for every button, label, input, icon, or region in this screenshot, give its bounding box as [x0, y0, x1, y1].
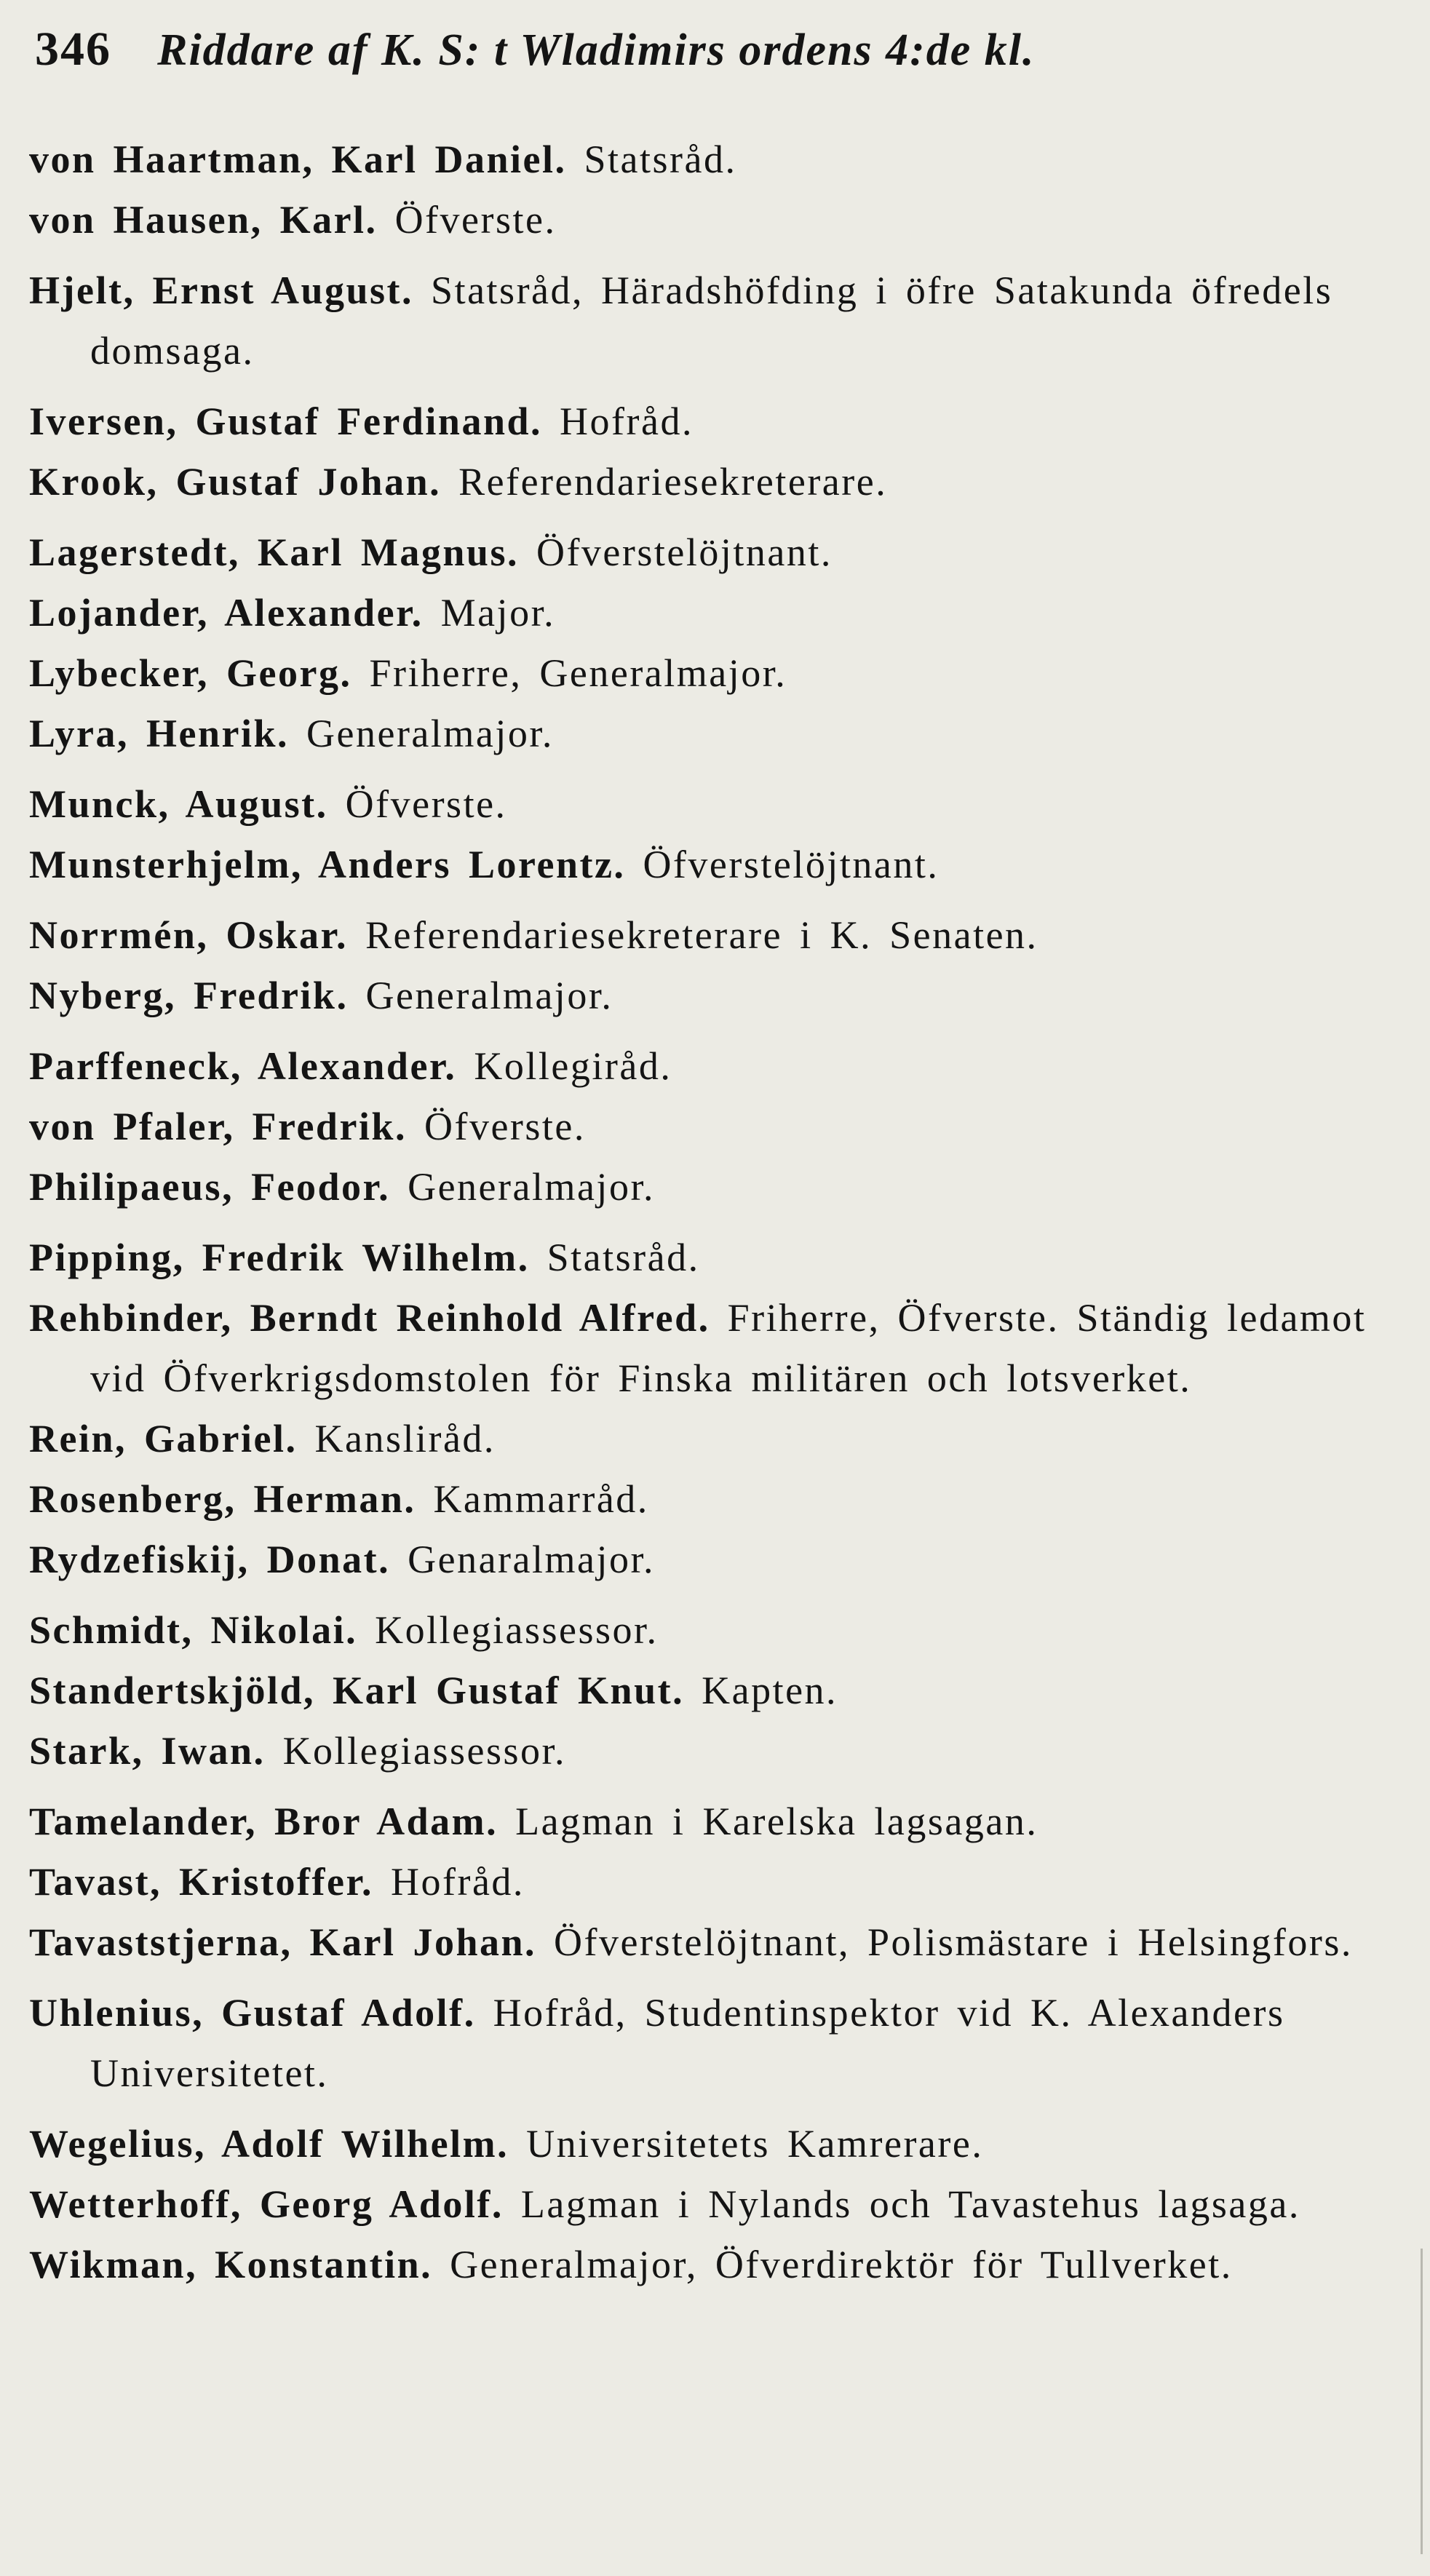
list-item	[29, 1469, 1408, 1530]
list-item	[29, 1852, 1408, 1912]
entry-name: Pipping, Fredrik Wilhelm.	[29, 1236, 530, 1279]
entry-name: von Haartman, Karl Daniel.	[29, 138, 567, 181]
entry-name: Schmidt, Nikolai.	[29, 1608, 358, 1652]
list-item	[29, 391, 1408, 452]
entry-rank: Friherre, Generalmajor.	[369, 651, 787, 695]
entry-rank: Statsråd.	[584, 138, 737, 181]
entry-name: Krook, Gustaf Johan.	[29, 460, 442, 504]
list-item	[29, 905, 1408, 966]
list-item	[29, 1157, 1408, 1217]
entry-name: Wetterhoff, Georg Adolf.	[29, 2182, 504, 2226]
entry-rank: Generalmajor, Öfverdirektör för Tullverket.	[450, 2243, 1233, 2286]
entry-rank: Öfverstelöjtnant.	[643, 843, 940, 886]
page-header	[35, 22, 1403, 102]
list-item	[29, 1097, 1408, 1157]
list-item	[29, 2174, 1408, 2235]
entry-rank: Referendariesekreterare.	[458, 460, 888, 504]
list-item	[29, 774, 1408, 835]
entry-name: Lyra, Henrik.	[29, 712, 290, 755]
entry-rank: Kollegiassessor.	[375, 1608, 659, 1652]
list-item	[29, 452, 1408, 512]
list-item	[29, 1983, 1408, 2104]
entry-rank: Genaralmajor.	[408, 1538, 655, 1581]
entry-rank: Generalmajor.	[408, 1165, 655, 1209]
list-item	[29, 1792, 1408, 1852]
list-item	[29, 2114, 1408, 2174]
entry-rank: Major.	[440, 591, 556, 635]
entry-list	[29, 130, 1408, 2295]
list-item	[29, 1409, 1408, 1469]
list-item	[29, 704, 1408, 764]
entry-rank: Hofråd.	[390, 1860, 525, 1904]
entry-name: Standertskjöld, Karl Gustaf Knut.	[29, 1669, 685, 1712]
entry-name: Tavast, Kristoffer.	[29, 1860, 373, 1904]
entry-rank: Öfverstelöjtnant, Polismästare i Helsingfors.	[554, 1920, 1353, 1964]
page-edge-line	[1421, 2249, 1423, 2554]
entry-name: Lybecker, Georg.	[29, 651, 352, 695]
list-item	[29, 1288, 1408, 1409]
list-item	[29, 583, 1408, 643]
list-item	[29, 2235, 1408, 2295]
list-item	[29, 522, 1408, 583]
list-item	[29, 966, 1408, 1026]
list-item	[29, 1036, 1408, 1097]
running-title: Riddare af K. S: t Wladimirs ordens 4:de kl.	[157, 25, 1036, 75]
list-item	[29, 190, 1408, 250]
entry-rank: Kansliråd.	[314, 1417, 496, 1460]
list-item	[29, 1530, 1408, 1590]
entry-name: Norrmén, Oskar.	[29, 913, 348, 957]
entry-rank: Öfverstelöjtnant.	[536, 530, 833, 574]
entry-name: Tavaststjerna, Karl Johan.	[29, 1920, 537, 1964]
entry-name: Tamelander, Bror Adam.	[29, 1800, 498, 1843]
entry-rank: Lagman i Karelska lagsagan.	[515, 1800, 1038, 1843]
list-item	[29, 1721, 1408, 1781]
entry-name: Lagerstedt, Karl Magnus.	[29, 530, 519, 574]
entry-rank: Kapten.	[702, 1669, 838, 1712]
entry-rank: Öfverste.	[345, 782, 507, 826]
entry-name: Parffeneck, Alexander.	[29, 1044, 457, 1088]
entry-rank: Kammarråd.	[433, 1477, 649, 1521]
entry-rank: Öfverste.	[424, 1105, 586, 1148]
entry-rank: Lagman i Nylands och Tavastehus lagsaga.	[520, 2182, 1300, 2226]
entry-name: Lojander, Alexander.	[29, 591, 424, 635]
list-item	[29, 130, 1408, 190]
entry-name: Rein, Gabriel.	[29, 1417, 298, 1460]
entry-name: Iversen, Gustaf Ferdinand.	[29, 399, 543, 443]
entry-name: Wikman, Konstantin.	[29, 2243, 433, 2286]
entry-rank: Statsråd.	[547, 1236, 700, 1279]
page-number: 346	[35, 23, 111, 76]
entry-name: Munck, August.	[29, 782, 328, 826]
entry-rank: Kollegiråd.	[474, 1044, 672, 1088]
list-item	[29, 1600, 1408, 1661]
entry-name: Stark, Iwan.	[29, 1729, 266, 1773]
list-item	[29, 1912, 1408, 1973]
entry-name: Rydzefiskij, Donat.	[29, 1538, 391, 1581]
entry-name: Uhlenius, Gustaf Adolf.	[29, 1991, 476, 2035]
entry-rank: Hofråd, Studentinspektor vid K. Alexanders Universitetet.	[90, 1991, 1285, 2095]
entry-rank: Friherre, Öfverste. Ständig ledamot vid Öfverkrigsdomstolen för Finska militären och lotsverket.	[90, 1296, 1367, 1400]
entry-name: Rosenberg, Herman.	[29, 1477, 416, 1521]
entry-rank: Universitetets Kamrerare.	[526, 2122, 984, 2166]
list-item	[29, 643, 1408, 704]
entry-name: Hjelt, Ernst August.	[29, 269, 414, 312]
list-item	[29, 261, 1408, 381]
list-item	[29, 835, 1408, 895]
entry-rank: Kollegiassessor.	[282, 1729, 567, 1773]
entry-rank: Öfverste.	[394, 198, 557, 242]
entry-name: Nyberg, Fredrik.	[29, 974, 349, 1017]
entry-name: von Hausen, Karl.	[29, 198, 378, 242]
entry-name: Munsterhjelm, Anders Lorentz.	[29, 843, 626, 886]
entry-name: Wegelius, Adolf Wilhelm.	[29, 2122, 509, 2166]
entry-name: von Pfaler, Fredrik.	[29, 1105, 407, 1148]
entry-rank: Referendariesekreterare i K. Senaten.	[365, 913, 1038, 957]
list-item	[29, 1228, 1408, 1288]
entry-rank: Statsråd, Häradshöfding i öfre Satakunda öfredels domsaga.	[90, 269, 1333, 373]
entry-rank: Hofråd.	[560, 399, 694, 443]
entry-rank: Generalmajor.	[306, 712, 554, 755]
entry-rank: Generalmajor.	[365, 974, 613, 1017]
entry-name: Philipaeus, Feodor.	[29, 1165, 391, 1209]
entry-name: Rehbinder, Berndt Reinhold Alfred.	[29, 1296, 710, 1340]
list-item	[29, 1661, 1408, 1721]
